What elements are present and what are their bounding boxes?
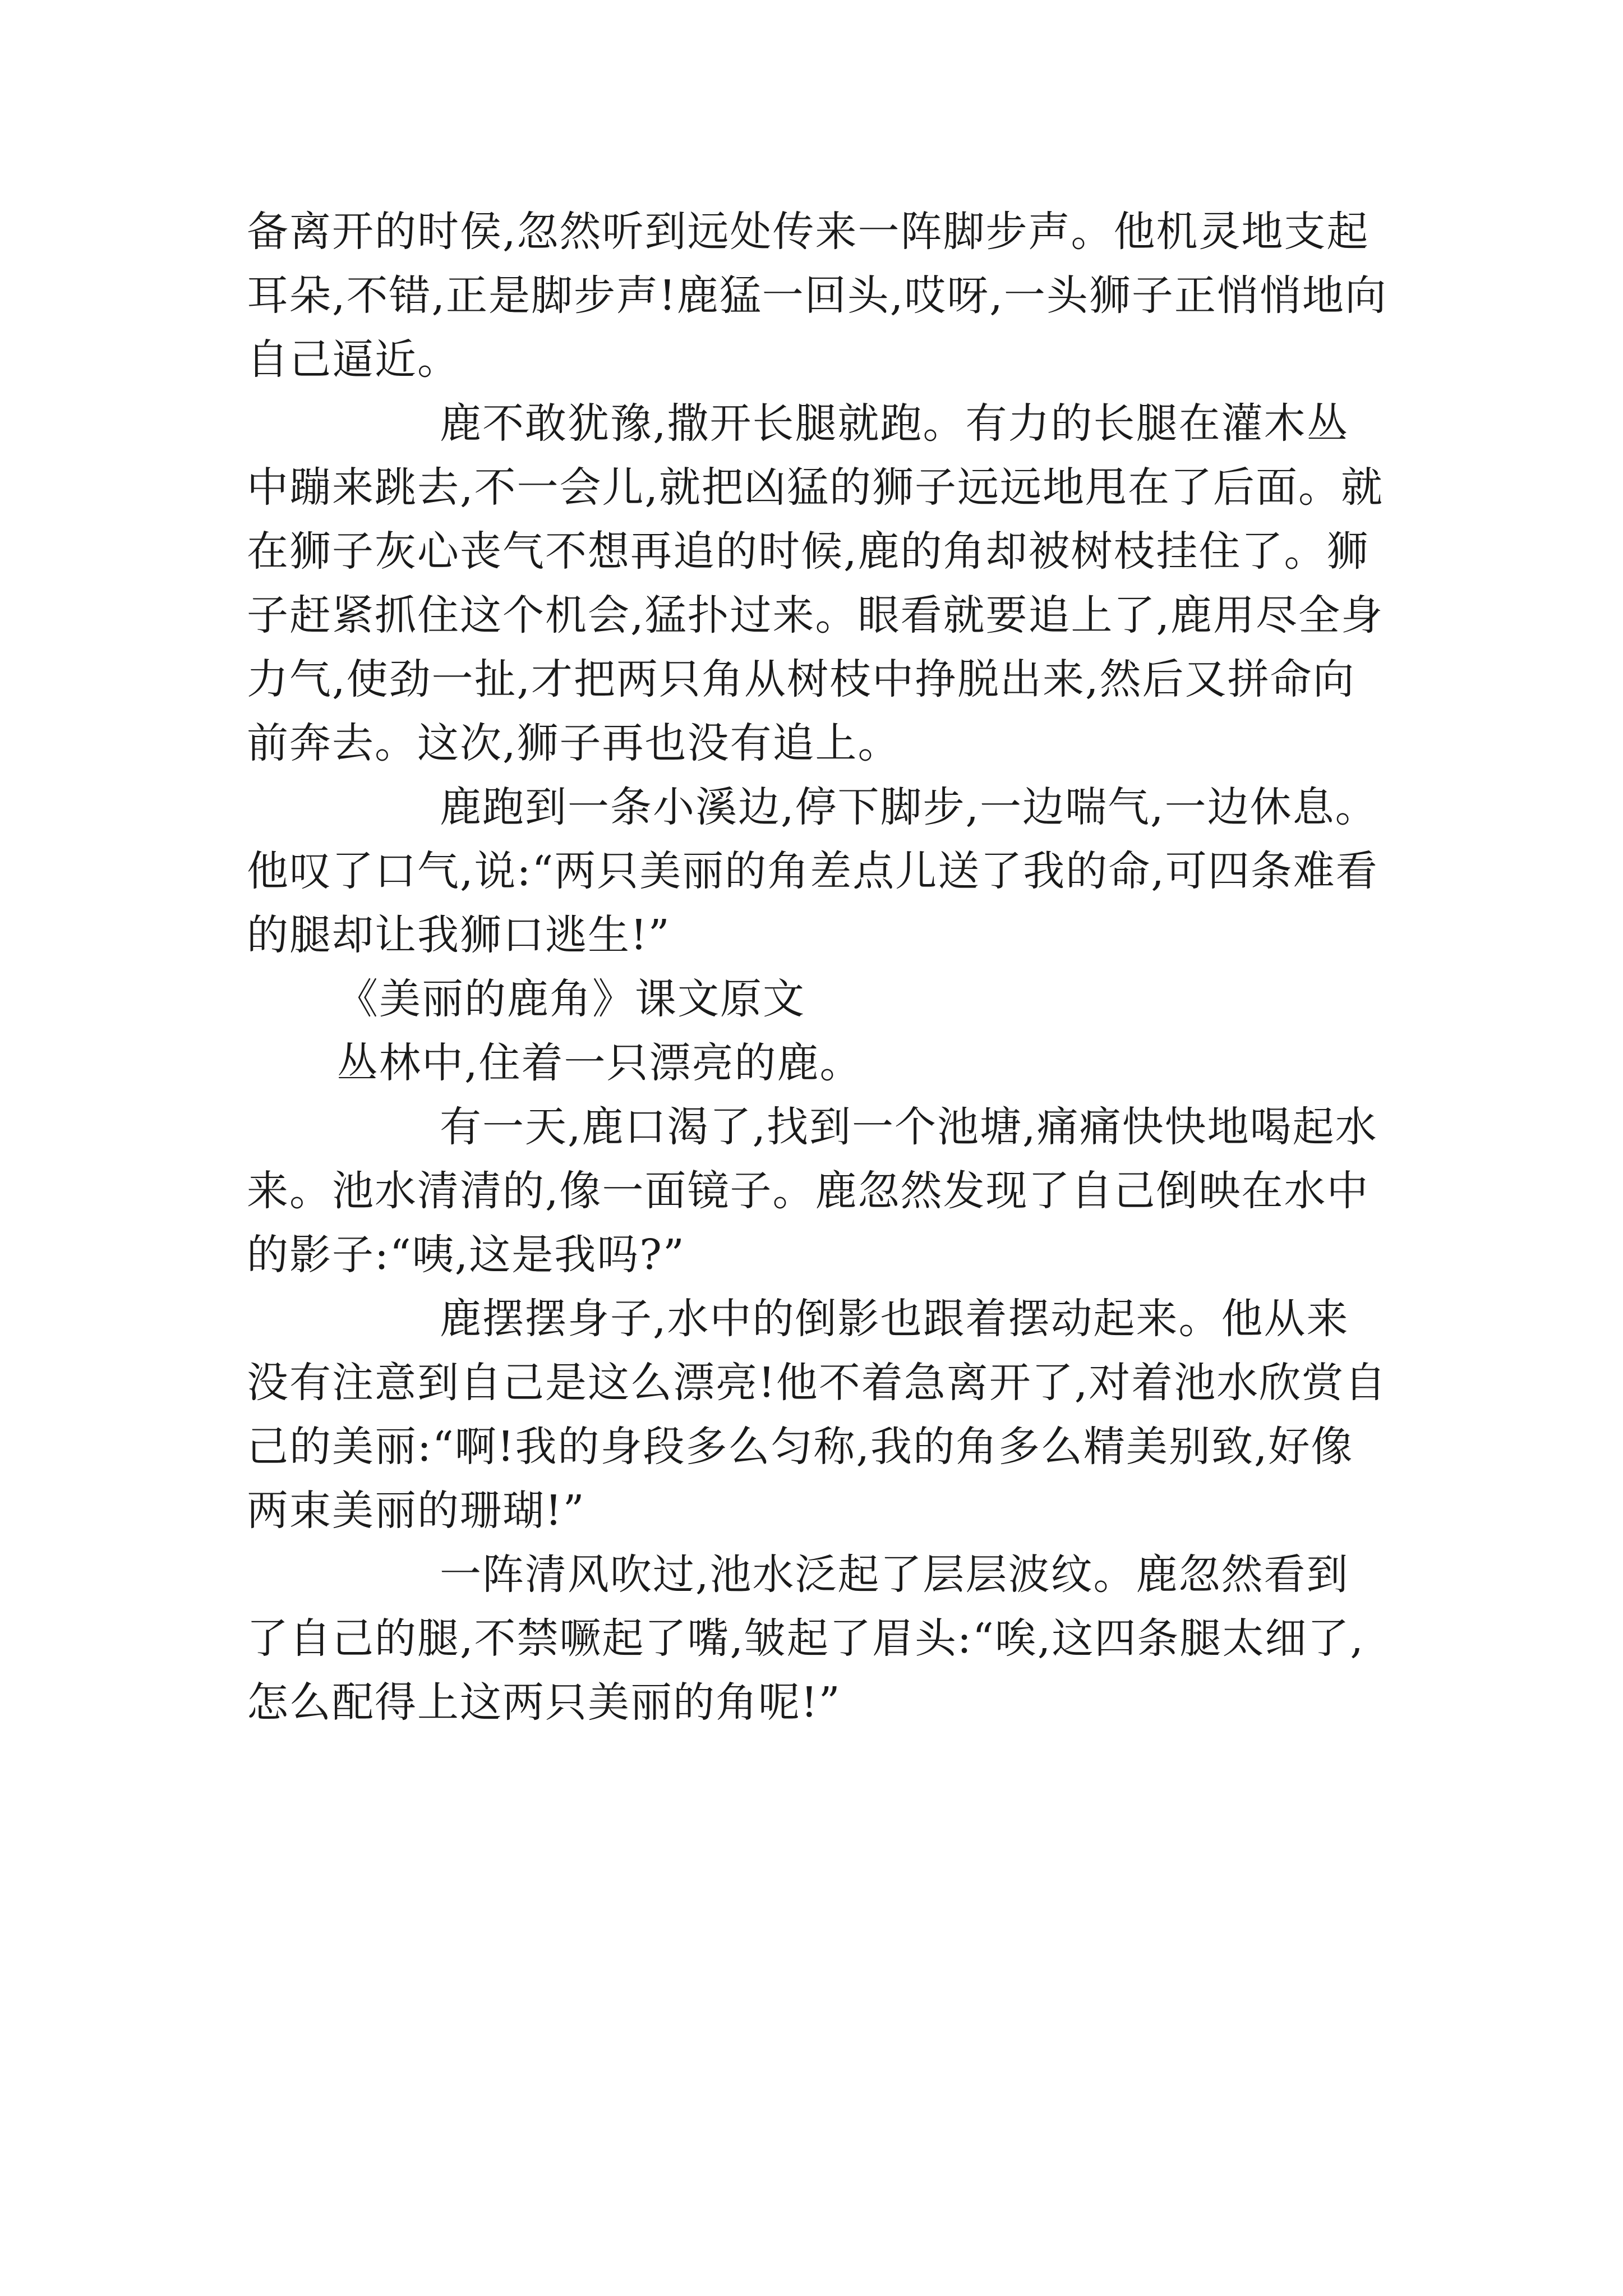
paragraph-admire: 鹿摆摆身子,水中的倒影也跟着摆动起来。他从来没有注意到自己是这么漂亮!他不着急离开了,对着池水欣赏自己的美丽:“啊!我的身段多么匀称,我的角多么精美别致,好像两束美丽的珊瑚!” — [247, 1295, 1387, 1535]
paragraph-escape: 鹿不敢犹豫,撒开长腿就跑。有力的长腿在灌木丛中蹦来跳去,不一会儿,就把凶猛的狮子远远地甩在了后面。就在狮子灰心丧气不想再追的时候,鹿的角却被树枝挂住了。狮子赶紧抓住这个机会,猛扑过来。眼看就要追上了,鹿用尽全身力气,使劲一扯,才把两只角从树枝中挣脱出来,然后又拼命向前奔去。这次,狮子再也没有追上。 — [247, 399, 1384, 767]
paragraph-pond: 有一天,鹿口渴了,找到一个池塘,痛痛快快地喝起水来。池水清清的,像一面镜子。鹿忽然发现了自己倒映在水中的影子:“咦,这是我吗?” — [247, 1103, 1378, 1279]
paragraph-continuation: 备离开的时侯,忽然听到远处传来一阵脚步声。他机灵地支起耳朵,不错,正是脚步声!鹿猛一回头,哎呀,一头狮子正悄悄地向自己逼近。 — [247, 208, 1387, 384]
body-text — [247, 200, 1391, 1734]
paragraph-forest: 丛林中,住着一只漂亮的鹿。 — [336, 1039, 863, 1087]
paragraph-stream: 鹿跑到一条小溪边,停下脚步,一边喘气,一边休息。他叹了口气,说:“两只美丽的角差点儿送了我的命,可四条难看的腿却让我狮口逃生!” — [247, 783, 1378, 959]
section-title: 《美丽的鹿角》课文原文 — [336, 975, 805, 1023]
paragraph-legs: 一阵清风吹过,池水泛起了层层波纹。鹿忽然看到了自己的腿,不禁噘起了嘴,皱起了眉头:“唉,这四条腿太细了,怎么配得上这两只美丽的角呢!” — [247, 1550, 1364, 1727]
